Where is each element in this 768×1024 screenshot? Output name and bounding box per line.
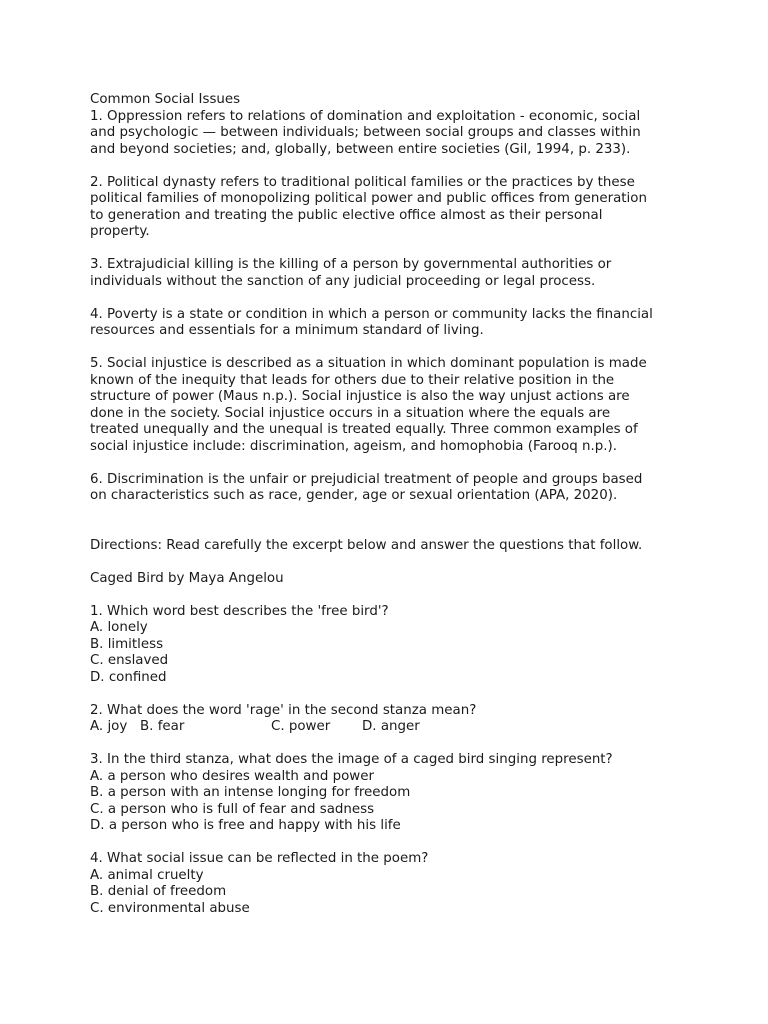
answer-choice: B. a person with an intense longing for freedom: [90, 785, 411, 800]
issue-line: political families of monopolizing political power and public offices from generation: [90, 191, 647, 206]
answer-choice: D. a person who is free and happy with his life: [90, 818, 401, 833]
issue-3: [90, 257, 690, 290]
inline-choices: [90, 719, 690, 736]
answer-choice: C. a person who is full of fear and sadness: [90, 801, 375, 817]
issue-5: [90, 356, 690, 455]
issue-2: [90, 175, 690, 241]
poem-title: Caged Bird by Maya Angelou: [90, 570, 284, 586]
issue-line: 1. Oppression refers to relations of domination and exploitation - economic, social: [90, 108, 641, 124]
answer-choice: C. enslaved: [90, 653, 169, 668]
issue-line: property.: [90, 224, 150, 239]
answer-choice: A. joy: [90, 719, 128, 734]
issue-line: and psychologic — between individuals; between social groups and classes within: [90, 125, 641, 140]
document-title: Common Social Issues: [90, 92, 241, 107]
issue-line: treated unequally and the unequal is treated equally. Three common examples of: [90, 422, 638, 437]
issue-4: [90, 307, 690, 340]
answer-choice: B. limitless: [90, 636, 164, 652]
question-1: [90, 604, 690, 687]
directions-text: Directions: Read carefully the excerpt below and answer the questions that follow.: [90, 537, 643, 553]
issue-line: on characteristics such as race, gender, age or sexual orientation (APA, 2020).: [90, 488, 618, 503]
question-3: [90, 752, 690, 835]
question-text: 1. Which word best describes the 'free bird'?: [90, 603, 389, 619]
issue-line: to generation and treating the public elective office almost as their personal: [90, 207, 603, 223]
issue-line: 2. Political dynasty refers to traditional political families or the practices by these: [90, 174, 635, 190]
issue-6: [90, 472, 690, 505]
question-text: 4. What social issue can be reflected in the poem?: [90, 851, 429, 866]
answer-choice: A. animal cruelty: [90, 867, 204, 883]
issue-line: 5. Social injustice is described as a situation in which dominant population is made: [90, 356, 647, 371]
answer-choice: A. lonely: [90, 620, 148, 635]
answer-choice: B. denial of freedom: [90, 884, 227, 899]
question-text: 3. In the third stanza, what does the image of a caged bird singing represent?: [90, 752, 613, 767]
issue-line: structure of power (Maus n.p.). Social injustice is also the way unjust actions are: [90, 389, 630, 404]
answer-choice: C. environmental abuse: [90, 900, 250, 916]
issue-line: individuals without the sanction of any judicial proceeding or legal process.: [90, 273, 596, 289]
answer-choice: B. fear: [140, 719, 185, 734]
issue-line: known of the inequity that leads for others due to their relative position in the: [90, 372, 615, 388]
question-2: [90, 703, 690, 736]
answer-choice: A. a person who desires wealth and power: [90, 768, 375, 784]
answer-choice: D. anger: [362, 719, 420, 734]
document-page: [90, 92, 690, 917]
issue-line: 4. Poverty is a state or condition in which a person or community lacks the financial: [90, 306, 653, 322]
issue-line: social injustice include: discrimination, ageism, and homophobia (Farooq n.p.).: [90, 438, 618, 454]
issue-line: 6. Discrimination is the unfair or prejudicial treatment of people and groups based: [90, 471, 643, 487]
issue-line: done in the society. Social injustice occurs in a situation where the equals are: [90, 405, 611, 421]
question-text: 2. What does the word 'rage' in the second stanza mean?: [90, 702, 477, 718]
answer-choice: D. confined: [90, 669, 167, 685]
answer-choice: C. power: [271, 719, 331, 734]
issue-line: 3. Extrajudicial killing is the killing of a person by governmental authorities or: [90, 257, 612, 272]
issue-line: resources and essentials for a minimum standard of living.: [90, 323, 484, 338]
issue-line: and beyond societies; and, globally, between entire societies (Gil, 1994, p. 233).: [90, 141, 631, 157]
issue-1: [90, 109, 690, 159]
question-4: [90, 851, 690, 917]
